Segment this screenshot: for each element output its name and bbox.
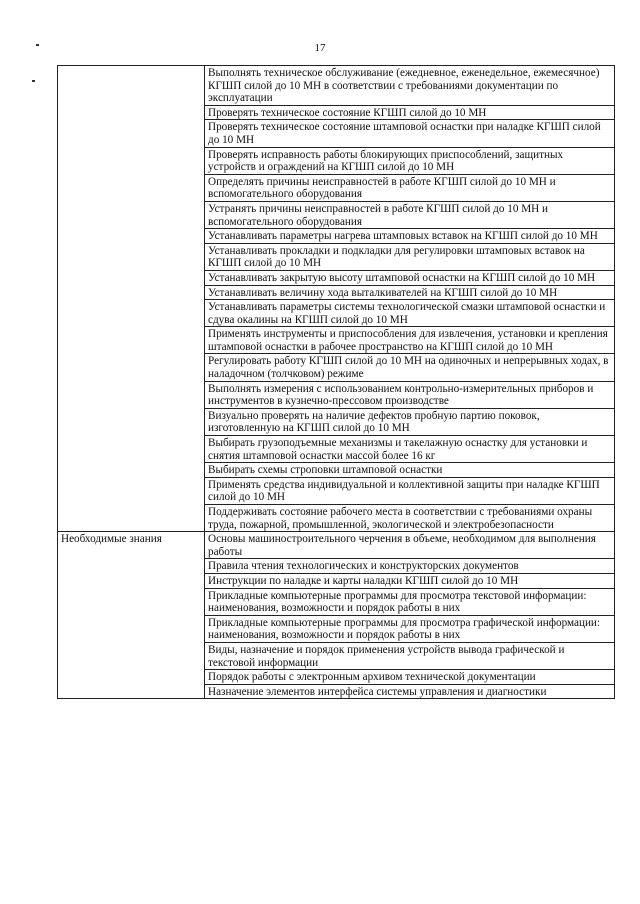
table-cell xyxy=(205,642,615,669)
page-number: 17 xyxy=(314,42,326,54)
table-cell-text: Инструкции по наладке и карты наладки КГШП силой до 10 МН xyxy=(208,574,519,587)
table-cell-text: Устанавливать закрытую высоту штамповой оснастки на КГШП силой до 10 МН xyxy=(208,271,596,284)
table-cell xyxy=(205,327,615,354)
table-cell xyxy=(205,174,615,201)
table-cell-text: Выполнять техническое обслуживание (ежедневное, еженедельное, ежемесячное) КГШП силой до 10 МН в соответствии с требованиями документации по эксплуатации xyxy=(208,67,600,105)
table-cell xyxy=(205,670,615,685)
table-cell-text: Визуально проверять на наличие дефектов пробную партию поковок, изготовленную на КГШП силой до 10 МН xyxy=(208,409,540,435)
competency-table-body xyxy=(58,66,615,699)
table-cell xyxy=(205,229,615,244)
table-cell-text: Назначение элементов интерфейса системы управления и диагностики xyxy=(208,685,547,698)
scan-artifact-mark xyxy=(32,80,35,82)
table-cell xyxy=(205,381,615,408)
table-cell-text: Виды, назначение и порядок применения устройств вывода графической и текстовой информации xyxy=(208,643,565,669)
table-cell-text: Прикладные компьютерные программы для просмотра графической информации: наименования, возможности и порядок работы в них xyxy=(208,616,601,642)
table-cell-text: Применять инструменты и приспособления для извлечения, установки и крепления штамповой оснастки в рабочее пространство на КГШП силой до 10 МН xyxy=(208,328,608,353)
table-cell xyxy=(205,505,615,532)
competency-table xyxy=(57,65,615,699)
table-cell xyxy=(205,300,615,327)
table-cell xyxy=(205,201,615,228)
row-label-skills xyxy=(58,66,205,532)
table-cell xyxy=(205,270,615,285)
table-cell-text: Порядок работы с электронным архивом технической документации xyxy=(208,671,536,684)
table-cell-text: Устранять причины неисправностей в работе КГШП силой до 10 МН и вспомогательного оборудования xyxy=(208,202,549,228)
table-cell xyxy=(205,243,615,270)
table-cell xyxy=(205,588,615,615)
table-cell xyxy=(205,573,615,588)
table-cell-text: Регулировать работу КГШП силой до 10 МН на одиночных и непрерывных ходах, в наладочном (толчковом) режиме xyxy=(208,355,609,381)
table-cell xyxy=(205,559,615,574)
table-cell xyxy=(205,477,615,504)
table-cell-text: Устанавливать прокладки и подкладки для регулировки штамповых вставок на КГШП силой до 10 МН xyxy=(208,244,585,270)
table-cell-text: Устанавливать величину хода выталкивателей на КГШП силой до 10 МН xyxy=(208,286,558,299)
table-cell-text: Выполнять измерения с использованием контрольно-измерительных приборов и инструментов в кузнечно-прессовом производстве xyxy=(208,382,594,408)
table-cell xyxy=(205,147,615,174)
table-row xyxy=(58,532,615,559)
table-cell xyxy=(205,684,615,699)
table-cell-text: Выбирать схемы строповки штамповой оснастки xyxy=(208,464,443,477)
table-cell-text: Поддерживать состояние рабочего места в соответствии с требованиями охраны труда, пожарной, промышленной, экологической и электробезопасности xyxy=(208,506,593,531)
table-cell xyxy=(205,285,615,300)
table-cell xyxy=(205,615,615,642)
table-cell xyxy=(205,120,615,147)
table-cell-text: Выбирать грузоподъемные механизмы и такелажную оснастку для установки и снятия штамповой оснастки массой более 16 кг xyxy=(208,437,588,462)
table-cell-text: Определять причины неисправностей в работе КГШП силой до 10 МН и вспомогательного оборудования xyxy=(208,175,556,201)
table-cell xyxy=(205,354,615,381)
table-cell-text: Правила чтения технологических и конструкторских документов xyxy=(208,560,519,573)
table-cell xyxy=(205,532,615,559)
table-cell xyxy=(205,66,615,106)
table-cell xyxy=(205,105,615,120)
row-label-knowledge-text: Необходимые знания xyxy=(61,533,162,546)
table-cell-text: Основы машиностроительного черчения в объеме, необходимом для выполнения работы xyxy=(208,533,596,558)
table-cell-text: Проверять техническое состояние КГШП силой до 10 МН xyxy=(208,106,487,119)
table-row xyxy=(58,66,615,106)
row-label-knowledge xyxy=(58,532,205,699)
table-cell-text: Проверять техническое состояние штамповой оснастки при наладке КГШП силой до 10 МН xyxy=(208,121,601,146)
table-cell-text: Применять средства индивидуальной и коллективной защиты при наладке КГШП силой до 10 МН xyxy=(208,478,600,504)
table-cell xyxy=(205,463,615,478)
table-cell xyxy=(205,436,615,463)
table-cell xyxy=(205,408,615,435)
table-cell-text: Устанавливать параметры системы технологической смазки штамповой оснастки и сдува окалины на КГШП силой до 10 МН xyxy=(208,301,606,326)
table-cell-text: Проверять исправность работы блокирующих приспособлений, защитных устройств и ограждений на КГШП силой до 10 МН xyxy=(208,148,564,174)
table-cell-text: Прикладные компьютерные программы для просмотра текстовой информации: наименования, возможности и порядок работы в них xyxy=(208,589,587,615)
table-cell-text: Устанавливать параметры нагрева штамповых вставок на КГШП силой до 10 МН xyxy=(208,230,598,243)
